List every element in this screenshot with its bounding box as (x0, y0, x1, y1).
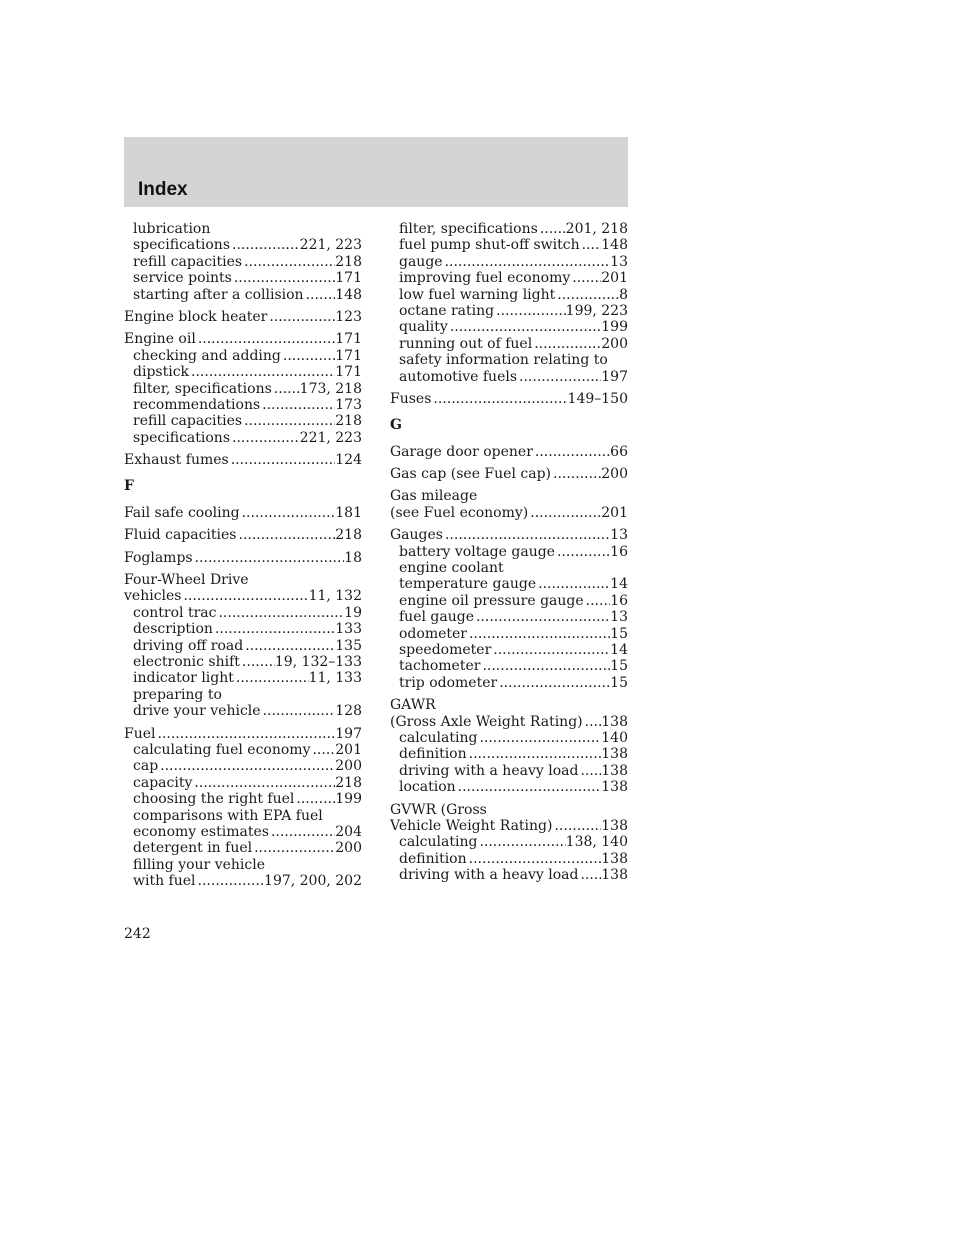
index-subentry (124, 413, 362, 429)
index-subentry (390, 746, 628, 762)
entry-pages: 173 (335, 396, 362, 413)
index-subentry (390, 851, 628, 867)
index-subentry (124, 742, 362, 758)
index-entry (390, 391, 628, 407)
dot-leader (252, 840, 335, 856)
dot-leader (310, 742, 335, 758)
entry-label: cap (133, 758, 159, 775)
entry-label: safety information relating to (399, 352, 608, 369)
entry-label: definition (399, 850, 467, 867)
entry-label: capacity (133, 774, 193, 791)
page-number: 242 (124, 926, 151, 942)
index-subentry (124, 270, 362, 286)
entry-label: filling your vehicle (133, 856, 265, 873)
entry-pages: 181 (335, 504, 362, 521)
dot-leader (480, 658, 610, 674)
entry-label: recommendations (133, 396, 261, 413)
index-entry (124, 550, 362, 566)
entry-pages: 138 (601, 850, 628, 867)
entry-pages: 201 (335, 741, 362, 758)
entry-pages: 221, 223 (299, 429, 362, 446)
entry-label: dipstick (133, 364, 190, 381)
entry-label: economy estimates (133, 823, 269, 840)
entry-pages: 13 (610, 253, 628, 270)
entry-label: automotive fuels (399, 368, 518, 385)
entry-label: detergent in fuel (133, 840, 253, 857)
dot-leader (448, 319, 601, 335)
dot-leader (517, 369, 601, 385)
dot-leader (230, 237, 300, 253)
dot-leader (234, 670, 309, 686)
index-subentry (124, 381, 362, 397)
entry-pages: 201 (601, 504, 628, 521)
entry-label: vehicles (124, 588, 182, 605)
section-spacer (390, 434, 628, 444)
index-header-bar (124, 137, 628, 207)
entry-pages: 218 (335, 413, 362, 430)
index-entry (390, 818, 628, 834)
index-subentry (124, 758, 362, 774)
index-entry (390, 488, 628, 504)
dot-leader (456, 779, 602, 795)
entry-label: speedometer (399, 641, 492, 658)
entry-pages: 218 (335, 253, 362, 270)
entry-label: engine oil pressure gauge (399, 592, 584, 609)
entry-label: Exhaust fumes (124, 452, 229, 469)
entry-label: with fuel (133, 873, 196, 890)
dot-leader (281, 348, 335, 364)
dot-leader (181, 588, 308, 604)
entry-label: indicator light (133, 670, 234, 687)
dot-leader (272, 381, 300, 397)
dot-leader (156, 726, 336, 742)
entry-pages: 218 (335, 527, 362, 544)
dot-leader (431, 391, 567, 407)
entry-label: odometer (399, 625, 467, 642)
entry-pages: 13 (610, 527, 628, 544)
dot-leader (533, 444, 610, 460)
entry-label: battery voltage gauge (399, 543, 555, 560)
dot-leader (552, 818, 601, 834)
index-subentry (124, 840, 362, 856)
index-subentry (124, 824, 362, 840)
index-column-right (390, 221, 628, 883)
entry-label: service points (133, 270, 232, 287)
dot-leader (267, 309, 335, 325)
entry-label: temperature gauge (399, 576, 537, 593)
entry-pages: 197 (335, 725, 362, 742)
entry-label: refill capacities (133, 253, 243, 270)
entry-pages: 138 (601, 867, 628, 884)
entry-label: description (133, 621, 213, 638)
page-title: Index (138, 179, 188, 200)
dot-leader (536, 576, 610, 592)
index-subentry (390, 779, 628, 795)
entry-pages: 138 (601, 713, 628, 730)
entry-pages: 14 (610, 641, 628, 658)
index-subentry (124, 638, 362, 654)
entry-label: Vehicle Weight Rating) (390, 817, 553, 834)
entry-pages: 200 (601, 466, 628, 483)
entry-label: running out of fuel (399, 335, 533, 352)
entry-label: engine coolant (399, 560, 504, 577)
index-subentry (390, 336, 628, 352)
dot-leader (532, 336, 601, 352)
dot-leader (189, 364, 335, 380)
entry-label: location (399, 779, 456, 796)
dot-leader (443, 527, 610, 543)
index-subentry (390, 544, 628, 560)
entry-label: choosing the right fuel (133, 791, 295, 808)
section-spacer (124, 468, 362, 478)
dot-leader (477, 834, 565, 850)
entry-label: calculating fuel economy (133, 741, 311, 758)
entry-pages: 171 (335, 364, 362, 381)
entry-pages: 19, 132–133 (274, 653, 362, 670)
entry-label: octane rating (399, 302, 495, 319)
dot-leader (193, 550, 345, 566)
dot-leader (578, 763, 601, 779)
dot-leader (192, 775, 335, 791)
index-subentry (124, 430, 362, 446)
section-spacer (390, 407, 628, 417)
index-subentry (390, 867, 628, 883)
entry-label: (Gross Axle Weight Rating) (390, 713, 583, 730)
entry-pages: 15 (610, 625, 628, 642)
dot-leader (580, 237, 602, 253)
index-subentry (124, 287, 362, 303)
dot-leader (216, 605, 344, 621)
entry-label: Fluid capacities (124, 527, 237, 544)
index-subentry (390, 675, 628, 691)
entry-pages: 138 (601, 779, 628, 796)
entry-pages: 200 (335, 840, 362, 857)
index-entry (124, 331, 362, 347)
dot-leader (243, 638, 335, 654)
entry-label: driving with a heavy load (399, 762, 579, 779)
entry-label: Gas mileage (390, 488, 478, 505)
entry-pages: 197 (601, 368, 628, 385)
index-entry (390, 714, 628, 730)
entry-pages: 171 (335, 331, 362, 348)
dot-leader (230, 430, 300, 446)
dot-leader (538, 221, 566, 237)
entry-label: driving off road (133, 637, 244, 654)
entry-pages: 148 (335, 286, 362, 303)
entry-label: gauge (399, 253, 443, 270)
index-subentry (390, 254, 628, 270)
index-entry (124, 505, 362, 521)
entry-label: control trac (133, 604, 217, 621)
index-subentry (124, 364, 362, 380)
entry-pages: 11, 132 (308, 588, 362, 605)
index-subentry (390, 763, 628, 779)
entry-pages: 15 (610, 658, 628, 675)
entry-pages: 138, 140 (565, 834, 628, 851)
index-entry (390, 466, 628, 482)
dot-leader (491, 642, 610, 658)
index-subentry (390, 626, 628, 642)
dot-leader (261, 703, 336, 719)
dot-leader (304, 287, 336, 303)
entry-pages: 171 (335, 270, 362, 287)
dot-leader (213, 621, 335, 637)
entry-label: tachometer (399, 658, 481, 675)
index-subentry (390, 319, 628, 335)
index-subentry (390, 593, 628, 609)
dot-leader (242, 254, 335, 270)
entry-label: driving with a heavy load (399, 867, 579, 884)
entry-pages: 171 (335, 347, 362, 364)
dot-leader (497, 675, 610, 691)
index-subentry (124, 348, 362, 364)
entry-label: Garage door opener (390, 443, 533, 460)
entry-label: calculating (399, 834, 478, 851)
index-subentry (390, 369, 628, 385)
dot-leader (294, 791, 335, 807)
index-subentry (124, 687, 362, 703)
entry-pages: 148 (601, 237, 628, 254)
index-subentry (390, 237, 628, 253)
entry-pages: 200 (601, 335, 628, 352)
entry-label: trip odometer (399, 674, 498, 691)
entry-label: lubrication (133, 221, 211, 237)
entry-pages: 16 (610, 592, 628, 609)
entry-label: improving fuel economy (399, 270, 571, 287)
entry-label: Fuel (124, 725, 156, 742)
dot-leader (551, 466, 601, 482)
entry-label: fuel gauge (399, 609, 474, 626)
index-column-left (124, 221, 362, 889)
dot-leader (196, 331, 335, 347)
entry-pages: 199, 223 (565, 302, 628, 319)
index-subentry (124, 621, 362, 637)
dot-leader (474, 609, 610, 625)
entry-pages: 199 (601, 319, 628, 336)
index-subentry (390, 730, 628, 746)
index-entry (124, 588, 362, 604)
index-subentry (390, 834, 628, 850)
entry-pages: 197, 200, 202 (264, 873, 362, 890)
dot-leader (242, 413, 335, 429)
entry-pages: 199 (335, 791, 362, 808)
entry-pages: 149–150 (567, 390, 628, 407)
index-entry (124, 572, 362, 588)
section-spacer (124, 495, 362, 505)
entry-pages: 140 (601, 729, 628, 746)
entry-label: calculating (399, 729, 478, 746)
entry-label: GVWR (Gross (390, 801, 487, 818)
dot-leader (467, 626, 610, 642)
index-subentry (124, 237, 362, 253)
entry-pages: 16 (610, 543, 628, 560)
index-entry (124, 309, 362, 325)
entry-pages: 221, 223 (299, 237, 362, 254)
entry-label: Foglamps (124, 549, 193, 566)
index-subentry (124, 670, 362, 686)
dot-leader (443, 254, 611, 270)
entry-label: preparing to (133, 686, 222, 703)
entry-pages: 133 (335, 621, 362, 638)
dot-leader (494, 303, 566, 319)
entry-label: specifications (133, 429, 231, 446)
dot-leader (467, 851, 602, 867)
entry-label: electronic shift (133, 653, 240, 670)
dot-leader (269, 824, 335, 840)
entry-label: filter, specifications (399, 221, 538, 237)
dot-leader (578, 867, 601, 883)
entry-label: Fuses (390, 390, 432, 407)
index-entry (124, 527, 362, 543)
index-subentry (390, 609, 628, 625)
entry-pages: 204 (335, 823, 362, 840)
index-entry (390, 802, 628, 818)
dot-leader (583, 714, 602, 730)
entry-label: drive your vehicle (133, 703, 261, 720)
dot-leader (260, 397, 335, 413)
index-entry (390, 527, 628, 543)
entry-label: checking and adding (133, 347, 281, 364)
entry-label: Fail safe cooling (124, 504, 240, 521)
index-subentry (124, 808, 362, 824)
entry-label: refill capacities (133, 413, 243, 430)
entry-pages: 200 (335, 758, 362, 775)
dot-leader (237, 527, 336, 543)
dot-leader (232, 270, 335, 286)
entry-pages: 66 (610, 443, 628, 460)
entry-pages: 8 (619, 286, 628, 303)
index-subentry (390, 642, 628, 658)
entry-label: specifications (133, 237, 231, 254)
dot-leader (555, 544, 610, 560)
index-entry (124, 452, 362, 468)
entry-label: comparisons with EPA fuel (133, 807, 323, 824)
entry-label: definition (399, 746, 467, 763)
entry-label: starting after a collision (133, 286, 304, 303)
index-entry (390, 444, 628, 460)
entry-pages: 138 (601, 762, 628, 779)
entry-pages: 13 (610, 609, 628, 626)
index-subentry (390, 658, 628, 674)
index-subentry (390, 576, 628, 592)
index-entry (124, 726, 362, 742)
index-entry (390, 697, 628, 713)
dot-leader (528, 505, 601, 521)
entry-pages: 19 (344, 604, 362, 621)
entry-pages: 18 (344, 549, 362, 566)
entry-pages: 138 (601, 746, 628, 763)
entry-label: Gauges (390, 527, 443, 544)
dot-leader (158, 758, 335, 774)
entry-pages: 15 (610, 674, 628, 691)
entry-label: GAWR (390, 697, 436, 714)
entry-label: Engine oil (124, 331, 196, 348)
dot-leader (570, 270, 601, 286)
entry-label: fuel pump shut-off switch (399, 237, 580, 254)
entry-pages: 218 (335, 774, 362, 791)
index-subentry (124, 791, 362, 807)
dot-leader (584, 593, 611, 609)
dot-leader (240, 654, 275, 670)
index-subentry (124, 873, 362, 889)
index-subentry (390, 303, 628, 319)
index-subentry (124, 397, 362, 413)
entry-pages: 11, 133 (308, 670, 362, 687)
index-subentry (124, 775, 362, 791)
dot-leader (196, 873, 265, 889)
entry-label: (see Fuel economy) (390, 504, 529, 521)
index-subentry (124, 654, 362, 670)
entry-pages: 201 (601, 270, 628, 287)
entry-pages: 14 (610, 576, 628, 593)
entry-label: low fuel warning light (399, 286, 556, 303)
entry-label: Engine block heater (124, 308, 268, 325)
index-subentry (390, 352, 628, 368)
dot-leader (240, 505, 336, 521)
index-subentry (390, 287, 628, 303)
dot-leader (477, 730, 601, 746)
entry-pages: 138 (601, 817, 628, 834)
index-subentry (124, 254, 362, 270)
entry-label: quality (399, 319, 448, 336)
index-subentry (390, 270, 628, 286)
dot-leader (467, 746, 602, 762)
entry-label: Four-Wheel Drive (124, 572, 249, 589)
index-subentry (390, 560, 628, 576)
index-subentry (124, 605, 362, 621)
entry-pages: 173, 218 (299, 380, 362, 397)
entry-label: filter, specifications (133, 380, 272, 397)
index-subentry (124, 857, 362, 873)
entry-label: Gas cap (see Fuel cap) (390, 466, 551, 483)
dot-leader (555, 287, 619, 303)
entry-pages: 201, 218 (565, 221, 628, 237)
section-letter: F (124, 478, 134, 495)
entry-pages: 128 (335, 703, 362, 720)
index-subentry (124, 221, 362, 237)
index-subentry (124, 703, 362, 719)
section-letter: G (390, 417, 402, 434)
entry-pages: 135 (335, 637, 362, 654)
dot-leader (229, 452, 336, 468)
index-subentry (390, 221, 628, 237)
entry-pages: 123 (335, 308, 362, 325)
index-entry (390, 505, 628, 521)
entry-pages: 124 (335, 452, 362, 469)
